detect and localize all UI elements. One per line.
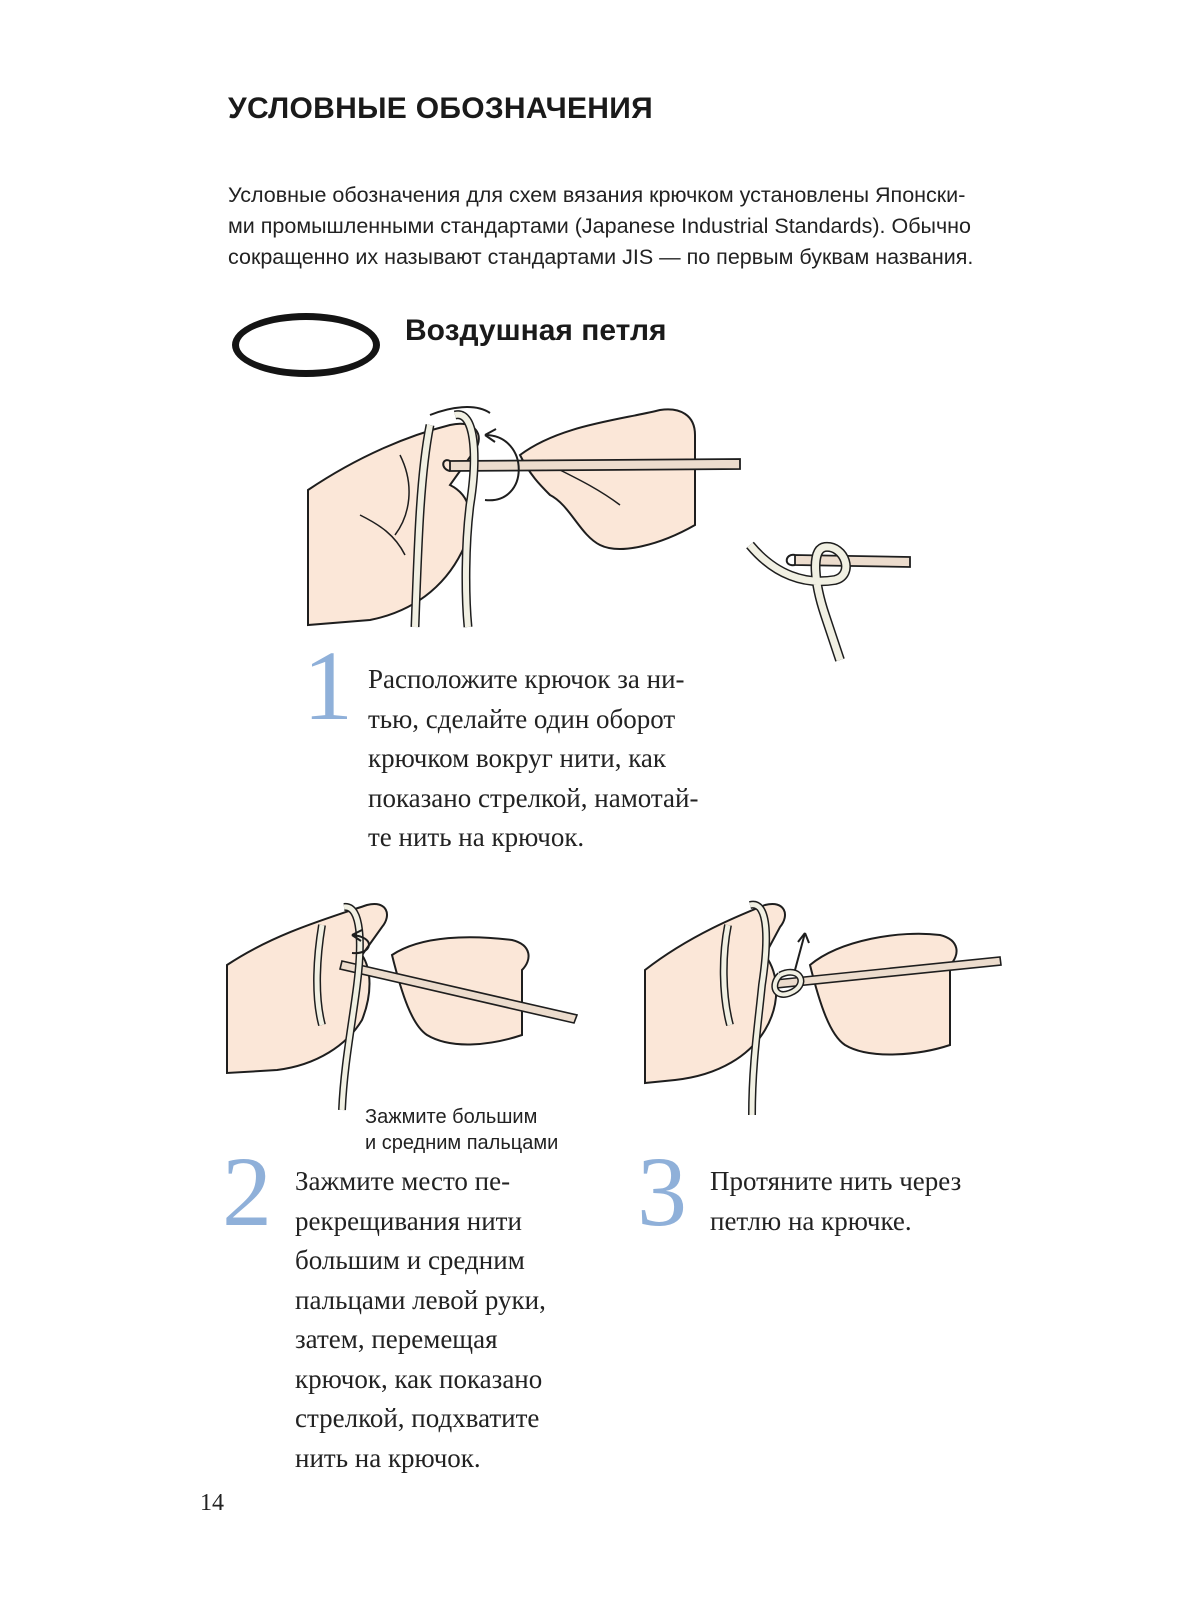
step-3-text [710,1162,961,1241]
step-1-text [368,660,698,858]
step-3-line: Протяните нить через [710,1166,962,1196]
intro-paragraph [228,180,1018,273]
intro-line: сокращенно их называют стандартами JIS — по первым буквам названия. [228,245,974,269]
step-2-text [295,1162,546,1478]
step-1-line: тью, сделайте один оборот [368,703,676,734]
step-2-caption-line: и средним пальцами [365,1132,559,1154]
intro-line: ми промышленными стандартами (Japanese Industrial Standards). Обычно [228,214,971,238]
step-1-number: 1 [303,630,353,741]
step-2-line: рекрещивания нити [295,1205,522,1236]
step-2-line: крючок, как показано [295,1363,543,1394]
step-1-line: показано стрелкой, намотай- [368,782,699,813]
step-3-illustration [640,895,1005,1120]
step-1-line: те нить на крючок. [368,822,585,852]
step-2-line: пальцами левой руки, [295,1284,546,1315]
step-2-line: стрелкой, подхватите [295,1403,540,1433]
step-2-number: 2 [222,1136,272,1247]
step-3-line: петлю на крючке. [710,1205,912,1236]
step-3-number: 3 [637,1136,687,1247]
page-number: 14 [200,1490,224,1516]
chain-stitch-oval-icon [232,313,380,377]
step-1-illustration [300,395,760,635]
step-2-line: нить на крючок. [295,1442,481,1473]
step-2-caption [365,1104,558,1156]
step-2-caption-line: Зажмите большим [365,1106,538,1128]
step-1-line: крючком вокруг нити, как [368,743,667,773]
step-1-line: Расположите крючок за ни- [368,664,685,694]
step-2-line: большим и средним [295,1245,525,1275]
step-2-illustration [222,895,592,1115]
hook-loop-detail-illustration [745,535,915,675]
symbol-title: Воздушная петля [405,314,667,347]
step-2-line: Зажмите место пе- [295,1166,511,1196]
page-title: УСЛОВНЫЕ ОБОЗНАЧЕНИЯ [228,92,653,125]
intro-line: Условные обозначения для схем вязания крючком установлены Японски- [228,183,966,207]
step-2-line: затем, перемещая [295,1324,498,1354]
